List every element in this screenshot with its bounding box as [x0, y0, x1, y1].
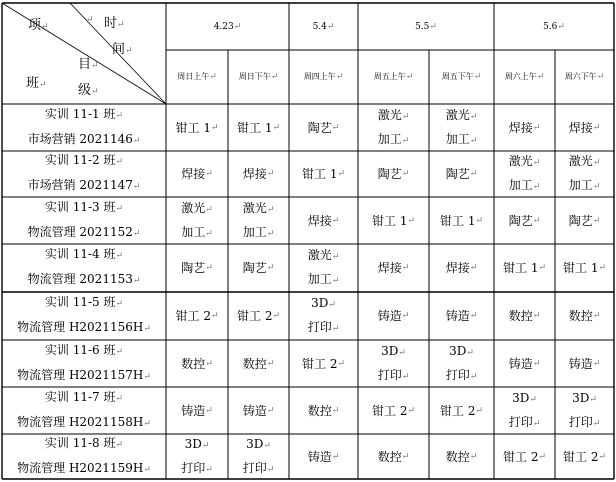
- schedule-cell: 钳工 2 ↵: [503, 449, 546, 464]
- class-label: 实训 11-7 班↵ 物流管理 H2021158H↵: [17, 389, 151, 429]
- schedule-cell: 数控 ↵: [508, 309, 541, 323]
- slot-header: 周五下午 ↵: [441, 72, 482, 82]
- schedule-cell: 激光↵ 加工↵: [377, 107, 410, 146]
- corner-label-xiang: 项↵: [28, 18, 49, 33]
- date-header: 4.23 ↵: [213, 21, 242, 32]
- schedule-cell: 激光↵ 加工↵: [568, 154, 601, 192]
- slot-header: 周六下午 ↵: [564, 72, 605, 82]
- schedule-cell: 铸造 ↵: [568, 356, 601, 371]
- schedule-cell: 铸造 ↵: [242, 403, 275, 418]
- schedule-cell: 钳工 2 ↵: [175, 309, 219, 323]
- schedule-cell: 焊接 ↵: [568, 120, 601, 135]
- schedule-cell: 铸造 ↵: [508, 356, 541, 371]
- schedule-cell: 数控 ↵: [377, 449, 410, 464]
- schedule-cell: 激光↵ 加工↵: [181, 200, 213, 239]
- slot-header: 周日下午 ↵: [238, 72, 279, 82]
- corner-label-ji: 级↵: [78, 83, 99, 98]
- schedule-cell: 钳工 1 ↵: [440, 213, 483, 228]
- schedule-cell: 陶艺 ↵: [568, 213, 601, 228]
- class-label: 实训 11-8 班↵ 物流管理 H2021159H↵: [17, 435, 151, 475]
- schedule-cell: 铸造 ↵: [377, 309, 410, 323]
- schedule-cell: 陶艺 ↵: [242, 261, 275, 275]
- schedule-cell: 钳工 1 ↵: [503, 261, 546, 275]
- slot-header: 周六上午 ↵: [504, 72, 545, 82]
- schedule-cell: 激光↵ 加工↵: [445, 107, 478, 146]
- schedule-cell: 陶艺 ↵: [445, 167, 478, 181]
- schedule-cell: 3D↵ 打印↵: [307, 296, 340, 334]
- date-header: 5.4 ↵: [312, 21, 335, 32]
- schedule-cell: 钳工 1 ↵: [563, 261, 606, 275]
- class-label: 实训 11-4 班↵ 物流管理 2021153↵: [27, 247, 141, 286]
- schedule-cell: 数控 ↵: [242, 356, 275, 371]
- corner-label-mu: 目↵: [78, 57, 99, 72]
- schedule-cell: 焊接 ↵: [307, 213, 340, 228]
- corner-label-jian: 间↵: [112, 42, 133, 57]
- class-label: 实训 11-2 班↵ 市场营销 2021147↵: [27, 153, 141, 192]
- schedule-cell: 钳工 1 ↵: [237, 120, 280, 135]
- schedule-cell: 钳工 2 ↵: [302, 356, 345, 371]
- schedule-cell: 陶艺 ↵: [181, 261, 213, 275]
- schedule-cell: 激光↵ 加工↵: [307, 248, 340, 286]
- class-label: 实训 11-3 班↵ 物流管理 2021152↵: [27, 199, 141, 239]
- schedule-cell: 数控 ↵: [445, 449, 478, 464]
- slot-header: 周四上午 ↵: [303, 72, 344, 82]
- schedule-cell: 钳工 2 ↵: [440, 403, 483, 418]
- date-header: 5.6 ↵: [543, 21, 565, 32]
- schedule-cell: 钳工 1 ↵: [302, 167, 345, 181]
- schedule-cell: 激光↵ 加工↵: [508, 154, 541, 192]
- schedule-cell: 钳工 1 ↵: [175, 120, 219, 135]
- schedule-cell: 钳工 2 ↵: [372, 403, 415, 418]
- slot-header: 周日上午 ↵: [177, 72, 217, 82]
- schedule-cell: 钳工 2 ↵: [237, 309, 280, 323]
- schedule-cell: 铸造 ↵: [307, 449, 340, 464]
- schedule-cell: 数控 ↵: [307, 403, 340, 418]
- class-label: 实训 11-1 班↵ 市场营销 2021146↵: [27, 106, 141, 146]
- schedule-cell: 焊接 ↵: [377, 261, 410, 275]
- schedule-cell: 3D↵ 打印↵: [508, 390, 541, 429]
- schedule-cell: 焊接 ↵: [181, 167, 213, 181]
- schedule-cell: 3D↵ 打印↵: [181, 436, 213, 475]
- class-label: 实训 11-6 班↵ 物流管理 H2021157H↵: [17, 342, 151, 382]
- schedule-cell: 激光↵ 加工↵: [242, 200, 275, 239]
- corner-mark: ↵: [86, 15, 94, 25]
- corner-label-ban: 班↵: [26, 76, 47, 91]
- class-label: 实训 11-5 班↵ 物流管理 H2021156H↵: [17, 295, 151, 334]
- schedule-cell: 铸造 ↵: [181, 403, 213, 418]
- schedule-cell: 焊接 ↵: [508, 120, 541, 135]
- schedule-cell: 钳工 2 ↵: [563, 449, 606, 464]
- schedule-cell: 焊接 ↵: [445, 261, 478, 275]
- schedule-cell: 3D↵ 打印↵: [445, 343, 478, 382]
- schedule-cell: 陶艺 ↵: [377, 167, 410, 181]
- slot-header: 周五上午 ↵: [373, 72, 414, 82]
- schedule-cell: 焊接 ↵: [242, 167, 275, 181]
- date-header: 5.5 ↵: [415, 21, 437, 32]
- schedule-cell: 3D↵ 打印↵: [568, 390, 601, 429]
- schedule-cell: 陶艺 ↵: [508, 213, 541, 228]
- schedule-cell: 3D↵ 打印↵: [377, 343, 410, 382]
- schedule-cell: 钳工 1 ↵: [372, 213, 415, 228]
- schedule-cell: 数控 ↵: [568, 309, 601, 323]
- corner-label-shi: 时↵: [104, 16, 125, 31]
- schedule-cell: 陶艺 ↵: [307, 120, 340, 135]
- schedule-cell: 3D↵ 打印↵: [242, 436, 275, 475]
- schedule-cell: 铸造 ↵: [445, 309, 478, 323]
- schedule-cell: 数控 ↵: [181, 356, 213, 371]
